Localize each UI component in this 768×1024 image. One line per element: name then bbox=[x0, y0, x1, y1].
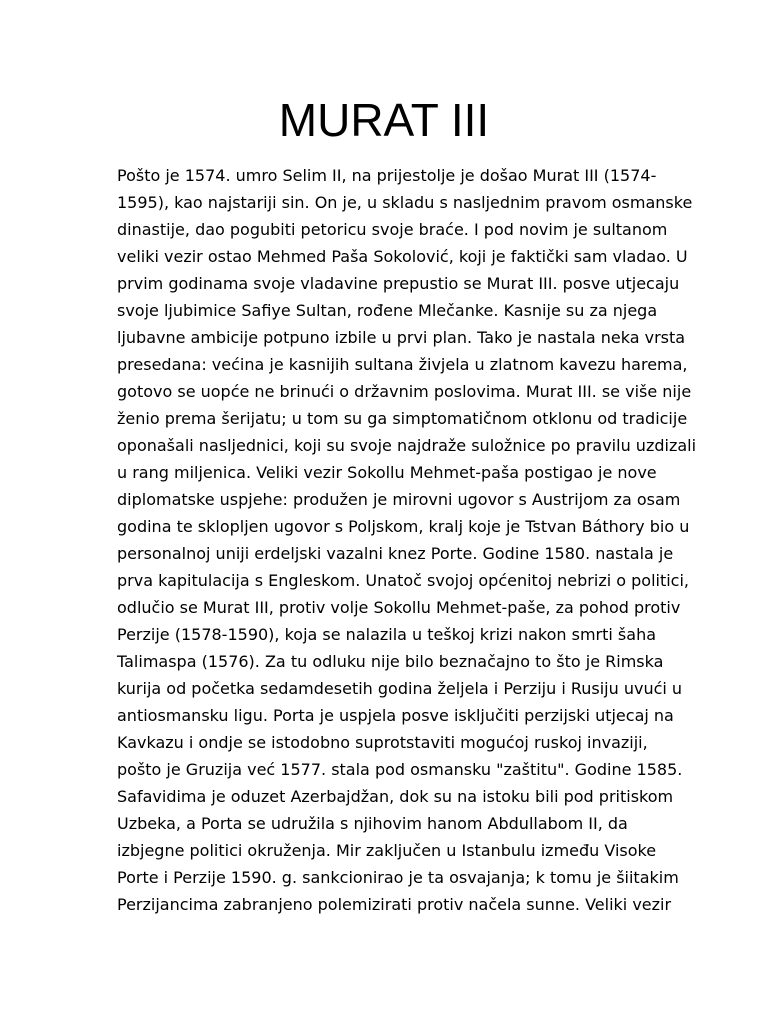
text-line: svoje ljubimice Safiye Sultan, rođene Mlečanke. Kasnije su za njega bbox=[117, 301, 658, 320]
text-line: ženio prema šerijatu; u tom su ga simptomatičnom otklonu od tradicije bbox=[117, 409, 688, 428]
text-line: Talimaspa (1576). Za tu odluku nije bilo beznačajno to što je Rimska bbox=[117, 652, 664, 671]
text-line: u rang miljenica. Veliki vezir Sokollu Mehmet-paša postigao je nove bbox=[117, 463, 657, 482]
page-title: MURAT III bbox=[278, 94, 490, 146]
text-line: kurija od početka sedamdesetih godina željela i Perziju i Rusiju uvući u bbox=[117, 679, 683, 698]
body-text bbox=[117, 162, 697, 918]
text-line: Perzijancima zabranjeno polemizirati protiv načela sunne. Veliki vezir bbox=[117, 895, 672, 914]
text-line: oponašali nasljednici, koji su svoje najdraže suložnice po pravilu uzdizali bbox=[117, 436, 697, 455]
text-line: odlučio se Murat III, protiv volje Sokollu Mehmet-paše, za pohod protiv bbox=[117, 598, 681, 617]
text-line: dinastije, dao pogubiti petoricu svoje braće. I pod novim je sultanom bbox=[117, 220, 668, 239]
text-line: veliki vezir ostao Mehmed Paša Sokolović, koji je faktički sam vladao. U bbox=[117, 247, 688, 266]
text-line: Kavkazu i ondje se istodobno suprotstaviti mogućoj ruskoj invaziji, bbox=[117, 733, 648, 752]
text-line: Safavidima je oduzet Azerbajdžan, dok su na istoku bili pod pritiskom bbox=[117, 787, 674, 806]
text-line: diplomatske uspjehe: produžen je mirovni ugovor s Austrijom za osam bbox=[117, 490, 681, 509]
text-line: prva kapitulacija s Engleskom. Unatoč svojoj općenitoj nebrizi o politici, bbox=[117, 571, 689, 590]
text-line: ljubavne ambicije potpuno izbile u prvi plan. Tako je nastala neka vrsta bbox=[117, 328, 686, 347]
text-line: Pošto je 1574. umro Selim II, na prijestolje je došao Murat III (1574- bbox=[117, 166, 657, 185]
text-line: izbjegne politici okruženja. Mir zaključen u Istanbulu između Visoke bbox=[117, 841, 657, 860]
text-line: pošto je Gruzija već 1577. stala pod osmansku "zaštitu". Godine 1585. bbox=[117, 760, 683, 779]
text-line: Perzije (1578-1590), koja se nalazila u teškoj krizi nakon smrti šaha bbox=[117, 625, 657, 644]
text-line: personalnoj uniji erdeljski vazalni knez Porte. Godine 1580. nastala je bbox=[117, 544, 674, 563]
text-line: presedana: većina je kasnijih sultana živjela u zlatnom kavezu harema, bbox=[117, 355, 688, 374]
text-line: godina te sklopljen ugovor s Poljskom, kralj koje je Tstvan Báthory bio u bbox=[117, 517, 690, 536]
text-line: 1595), kao najstariji sin. On je, u skladu s nasljednim pravom osmanske bbox=[117, 193, 693, 212]
text-line: Uzbeka, a Porta se udružila s njihovim hanom Abdullabom II, da bbox=[117, 814, 628, 833]
text-line: prvim godinama svoje vladavine prepustio se Murat III. posve utjecaju bbox=[117, 274, 680, 293]
text-line: Porte i Perzije 1590. g. sankcionirao je ta osvajanja; k tomu je šiitakim bbox=[117, 868, 679, 887]
text-line: gotovo se uopće ne brinući o državnim poslovima. Murat III. se više nije bbox=[117, 382, 692, 401]
text-line: antiosmansku ligu. Porta je uspjela posve isključiti perzijski utjecaj na bbox=[117, 706, 674, 725]
